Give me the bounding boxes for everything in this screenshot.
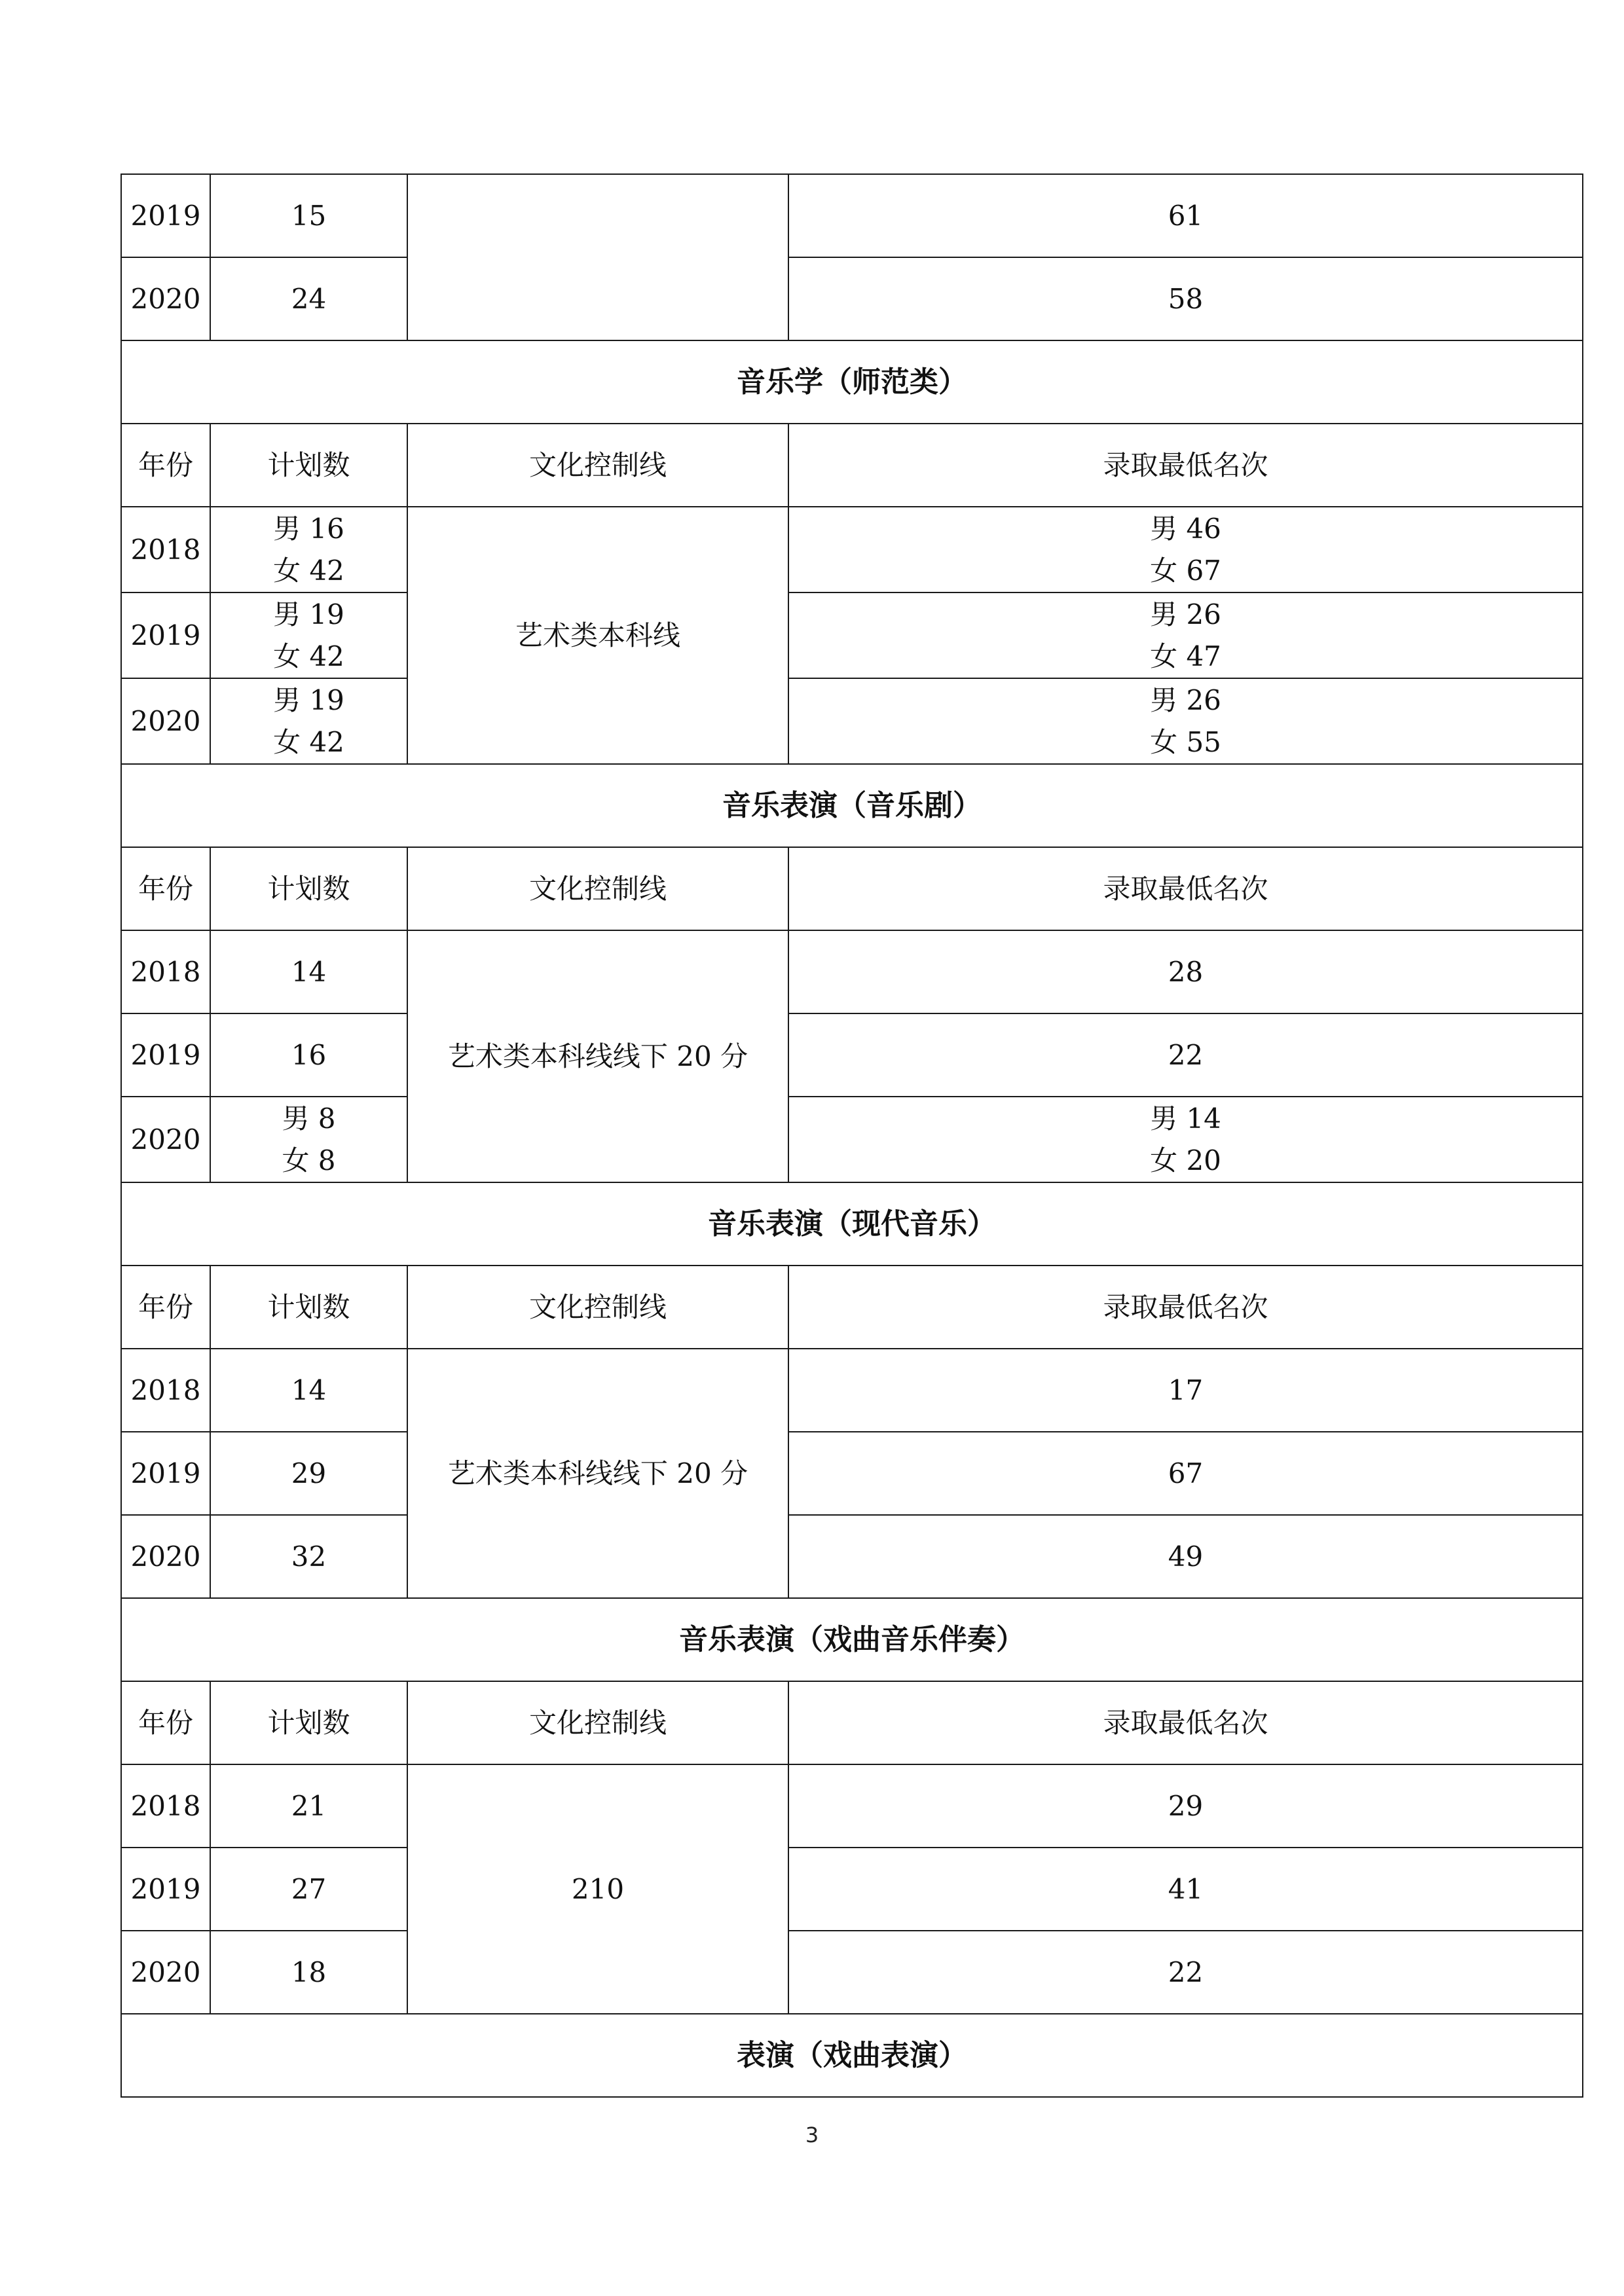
cell-line: 男 16: [273, 512, 344, 545]
plan-cell: [210, 507, 407, 592]
plan-cell: [210, 1013, 407, 1097]
table-row: [121, 1432, 1583, 1515]
cell-line: 女 20: [1150, 1144, 1221, 1176]
header-row: [121, 424, 1583, 507]
min-rank-cell: [788, 678, 1583, 764]
cell-line: 女 55: [1150, 725, 1221, 758]
column-header-culture-line: 文化控制线: [407, 847, 788, 930]
plan-cell: 15: [210, 174, 407, 257]
cell-line: 17: [1168, 1374, 1204, 1406]
culture-line-cell: 艺术类本科线线下 20 分: [407, 930, 788, 1182]
section-title: 音乐表演（现代音乐）: [121, 1182, 1583, 1266]
column-header-plan: 计划数: [210, 1266, 407, 1349]
column-header-culture-line: 文化控制线: [407, 1681, 788, 1764]
min-rank-cell: [788, 507, 1583, 592]
year-cell: 2020: [121, 1931, 210, 2014]
section-title: 表演（戏曲表演）: [121, 2014, 1583, 2097]
cell-line: 男 19: [273, 683, 344, 716]
table-row: [121, 1764, 1583, 1848]
cell-line: 41: [1168, 1872, 1204, 1905]
table-row: [121, 930, 1583, 1013]
table-row: [121, 1097, 1583, 1182]
culture-line-cell: 艺术类本科线线下 20 分: [407, 1349, 788, 1598]
min-rank-cell: [788, 1848, 1583, 1931]
min-rank-cell: [788, 1349, 1583, 1432]
plan-cell: [210, 592, 407, 678]
cell-line: 67: [1168, 1457, 1204, 1489]
plan-cell: [210, 1515, 407, 1598]
year-cell: 2018: [121, 1349, 210, 1432]
plan-cell: [210, 930, 407, 1013]
cell-line: 22: [1168, 1956, 1204, 1988]
plan-cell: [210, 1931, 407, 2014]
cell-line: 14: [291, 1374, 327, 1406]
cell-line: 女 8: [282, 1144, 336, 1176]
table-body: [121, 174, 1583, 2097]
year-cell: 2019: [121, 1432, 210, 1515]
plan-cell: [210, 1432, 407, 1515]
column-header-min-rank: 录取最低名次: [788, 424, 1583, 507]
culture-line-cell: 210: [407, 1764, 788, 2014]
min-rank-cell: [788, 930, 1583, 1013]
year-cell: 2018: [121, 507, 210, 592]
table-row: [121, 1515, 1583, 1598]
cell-line: 男 26: [1150, 683, 1221, 716]
column-header-culture-line: 文化控制线: [407, 424, 788, 507]
page-number: 3: [805, 2123, 819, 2147]
section-title-row: [121, 340, 1583, 424]
cell-line: 男 26: [1150, 598, 1221, 630]
cell-line: 29: [1168, 1789, 1204, 1822]
table-row: [121, 174, 1583, 257]
plan-cell: [210, 678, 407, 764]
plan-cell: [210, 1848, 407, 1931]
column-header-plan: 计划数: [210, 847, 407, 930]
table-row: [121, 1013, 1583, 1097]
min-rank-cell: [788, 592, 1583, 678]
column-header-min-rank: 录取最低名次: [788, 1681, 1583, 1764]
column-header-year: 年份: [121, 424, 210, 507]
cell-line: 女 47: [1150, 640, 1221, 672]
cell-line: 男 46: [1150, 512, 1221, 545]
min-rank-cell: [788, 1515, 1583, 1598]
plan-cell: [210, 1764, 407, 1848]
column-header-min-rank: 录取最低名次: [788, 847, 1583, 930]
min-rank-cell: 58: [788, 257, 1583, 340]
section-title-row: [121, 764, 1583, 847]
column-header-year: 年份: [121, 847, 210, 930]
table-row: [121, 592, 1583, 678]
year-cell: 2019: [121, 1013, 210, 1097]
table-row: [121, 678, 1583, 764]
header-row: [121, 847, 1583, 930]
cell-line: 16: [291, 1038, 327, 1071]
cell-line: 21: [291, 1789, 327, 1822]
table-row: [121, 1931, 1583, 2014]
year-cell: 2019: [121, 592, 210, 678]
year-cell: 2018: [121, 930, 210, 1013]
year-cell: 2020: [121, 678, 210, 764]
culture-line-cell: [407, 174, 788, 340]
section-title-row: [121, 1182, 1583, 1266]
year-cell: 2018: [121, 1764, 210, 1848]
section-title: 音乐学（师范类）: [121, 340, 1583, 424]
cell-line: 女 67: [1150, 554, 1221, 587]
year-cell: 2020: [121, 1097, 210, 1182]
year-cell: 2019: [121, 1848, 210, 1931]
section-title: 音乐表演（音乐剧）: [121, 764, 1583, 847]
section-title-row: [121, 2014, 1583, 2097]
plan-cell: [210, 1349, 407, 1432]
min-rank-cell: [788, 1013, 1583, 1097]
section-title-row: [121, 1598, 1583, 1681]
table-row: [121, 257, 1583, 340]
column-header-year: 年份: [121, 1681, 210, 1764]
table-row: [121, 507, 1583, 592]
cell-line: 14: [291, 955, 327, 988]
column-header-culture-line: 文化控制线: [407, 1266, 788, 1349]
cell-line: 29: [291, 1457, 327, 1489]
min-rank-cell: [788, 1931, 1583, 2014]
cell-line: 22: [1168, 1038, 1204, 1071]
column-header-plan: 计划数: [210, 424, 407, 507]
min-rank-cell: [788, 1432, 1583, 1515]
admissions-table: [120, 173, 1583, 2098]
table-row: [121, 1848, 1583, 1931]
plan-cell: 24: [210, 257, 407, 340]
year-cell: 2020: [121, 257, 210, 340]
header-row: [121, 1266, 1583, 1349]
cell-line: 男 19: [273, 598, 344, 630]
cell-line: 28: [1168, 955, 1204, 988]
min-rank-cell: 61: [788, 174, 1583, 257]
cell-line: 男 14: [1150, 1102, 1221, 1135]
section-title: 音乐表演（戏曲音乐伴奏）: [121, 1598, 1583, 1681]
column-header-year: 年份: [121, 1266, 210, 1349]
plan-cell: [210, 1097, 407, 1182]
cell-line: 18: [291, 1956, 327, 1988]
cell-line: 32: [291, 1540, 327, 1573]
cell-line: 女 42: [273, 725, 344, 758]
column-header-min-rank: 录取最低名次: [788, 1266, 1583, 1349]
cell-line: 女 42: [273, 554, 344, 587]
table-row: [121, 1349, 1583, 1432]
cell-line: 男 8: [282, 1102, 336, 1135]
cell-line: 27: [291, 1872, 327, 1905]
min-rank-cell: [788, 1764, 1583, 1848]
year-cell: 2020: [121, 1515, 210, 1598]
min-rank-cell: [788, 1097, 1583, 1182]
cell-line: 女 42: [273, 640, 344, 672]
column-header-plan: 计划数: [210, 1681, 407, 1764]
year-cell: 2019: [121, 174, 210, 257]
cell-line: 49: [1168, 1540, 1204, 1573]
culture-line-cell: 艺术类本科线: [407, 507, 788, 764]
header-row: [121, 1681, 1583, 1764]
